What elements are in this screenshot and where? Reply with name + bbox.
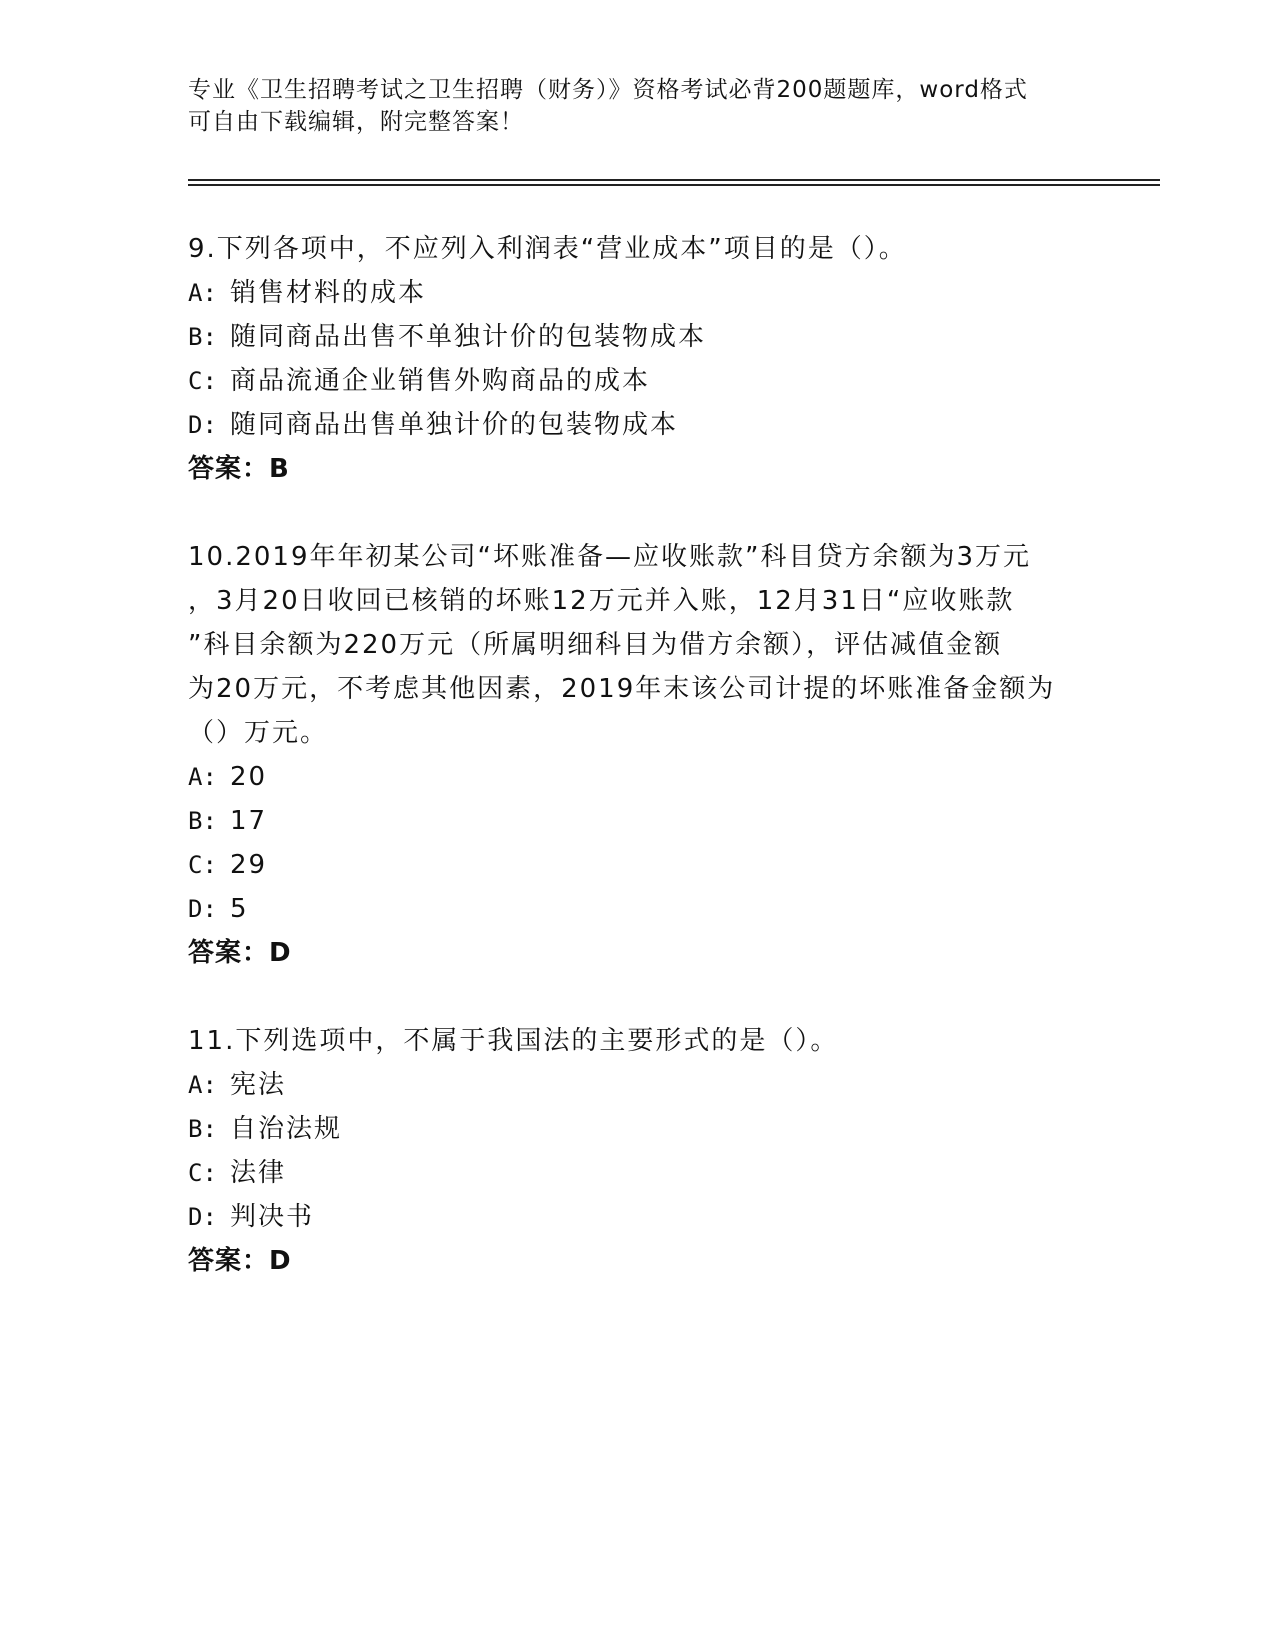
question-9-option-c	[188, 364, 650, 398]
option-letter: D:	[188, 411, 217, 439]
option-letter: C:	[188, 851, 217, 879]
header-line-1: 专业《卫生招聘考试之卫生招聘（财务）》资格考试必背200题题库，word格式	[188, 77, 1028, 103]
question-10-title-line-1: 10.2019年年初某公司“坏账准备—应收账款”科目贷方余额为3万元	[188, 542, 1031, 572]
question-11-option-d	[188, 1200, 314, 1234]
question-11-option-c	[188, 1156, 286, 1190]
option-text: 29	[230, 850, 268, 880]
question-10-option-b	[188, 804, 267, 838]
option-text: 随同商品出售不单独计价的包装物成本	[230, 322, 707, 352]
option-letter: A:	[188, 279, 217, 307]
question-10-answer: 答案：D	[188, 938, 292, 968]
header-divider-bottom	[188, 184, 1160, 186]
option-text: 判决书	[230, 1202, 315, 1232]
question-10-title-line-2: ，3月20日收回已核销的坏账12万元并入账，12月31日“应收账款	[188, 586, 1015, 616]
question-10-option-a	[188, 760, 267, 794]
option-letter: B:	[188, 807, 217, 835]
question-9-title: 9.下列各项中，不应列入利润表“营业成本”项目的是（）。	[188, 234, 907, 264]
option-letter: C:	[188, 367, 217, 395]
option-text: 5	[230, 894, 249, 924]
question-10-title-line-5: （）万元。	[188, 718, 329, 748]
option-text: 20	[230, 762, 268, 792]
option-text: 销售材料的成本	[230, 278, 427, 308]
question-11-answer: 答案：D	[188, 1246, 292, 1276]
document-header	[188, 74, 1068, 138]
question-10-option-c	[188, 848, 267, 882]
option-letter: C:	[188, 1159, 217, 1187]
option-letter: A:	[188, 1071, 217, 1099]
header-divider-top	[188, 179, 1160, 181]
header-line-2: 可自由下载编辑，附完整答案！	[188, 109, 524, 135]
option-text: 宪法	[230, 1070, 287, 1100]
option-letter: D:	[188, 895, 217, 923]
option-text: 法律	[230, 1158, 287, 1188]
question-11-title: 11.下列选项中，不属于我国法的主要形式的是（）。	[188, 1026, 839, 1056]
question-11-option-a	[188, 1068, 286, 1102]
question-10-title-line-3: ”科目余额为220万元（所属明细科目为借方余额），评估减值金额	[188, 630, 1003, 660]
option-letter: D:	[188, 1203, 217, 1231]
question-9-answer: 答案：B	[188, 454, 290, 484]
question-9-option-b	[188, 320, 706, 354]
option-text: 自治法规	[230, 1114, 343, 1144]
option-text: 随同商品出售单独计价的包装物成本	[230, 410, 679, 440]
question-11-option-b	[188, 1112, 342, 1146]
option-letter: A:	[188, 763, 217, 791]
option-letter: B:	[188, 323, 217, 351]
question-9-option-d	[188, 408, 678, 442]
question-10-title-line-4: 为20万元，不考虑其他因素，2019年末该公司计提的坏账准备金额为	[188, 674, 1056, 704]
option-text: 17	[230, 806, 268, 836]
question-9-option-a	[188, 276, 426, 310]
option-letter: B:	[188, 1115, 217, 1143]
question-10-option-d	[188, 892, 249, 926]
option-text: 商品流通企业销售外购商品的成本	[230, 366, 651, 396]
